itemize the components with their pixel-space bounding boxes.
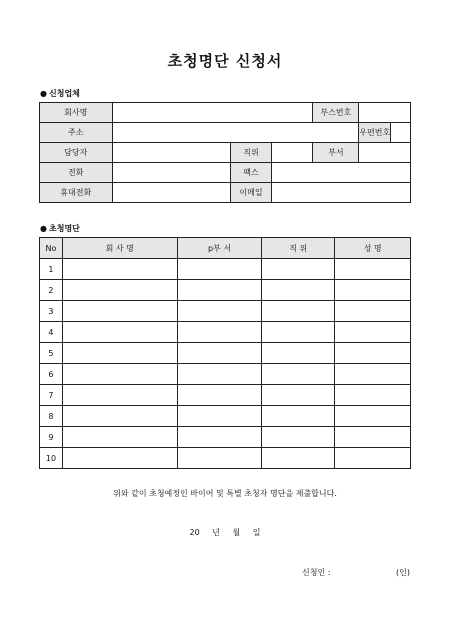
mobile-label: 휴대전화 xyxy=(40,183,113,203)
invitee-department-field[interactable] xyxy=(177,322,262,343)
invitee-department-field[interactable] xyxy=(177,427,262,448)
invitee-company-field[interactable] xyxy=(62,301,177,322)
seal-label: (인) xyxy=(396,568,410,577)
row-number: 10 xyxy=(40,448,63,469)
document-title: 초청명단 신청서 xyxy=(167,52,283,70)
table-row xyxy=(40,322,411,343)
date-line xyxy=(0,527,450,538)
invitee-department-field[interactable] xyxy=(177,448,262,469)
table-row xyxy=(40,343,411,364)
fax-label: 팩스 xyxy=(231,163,272,183)
invitee-department-field[interactable] xyxy=(177,280,262,301)
row-number: 3 xyxy=(40,301,63,322)
table-row xyxy=(40,406,411,427)
manager-field[interactable] xyxy=(112,143,231,163)
position-label: 직위 xyxy=(231,143,272,163)
invitee-department-field[interactable] xyxy=(177,385,262,406)
invitee-company-field[interactable] xyxy=(62,322,177,343)
table-row xyxy=(40,364,411,385)
invitee-name-field[interactable] xyxy=(335,406,411,427)
manager-label: 담당자 xyxy=(40,143,113,163)
section-label-invitees: ● 초청명단 xyxy=(40,224,80,233)
invitee-position-field[interactable] xyxy=(262,343,335,364)
table-row xyxy=(40,280,411,301)
column-header-no: No xyxy=(40,238,63,259)
invitee-position-field[interactable] xyxy=(262,385,335,406)
booth-number-label: 부스번호 xyxy=(313,103,359,123)
submission-statement: 위와 같이 초청예정인 바이어 및 특별 초청자 명단을 제출합니다. xyxy=(113,489,337,498)
column-header-department: p부 서 xyxy=(177,238,262,259)
row-number: 2 xyxy=(40,280,63,301)
invitee-name-field[interactable] xyxy=(335,322,411,343)
row-number: 1 xyxy=(40,259,63,280)
year-prefix: 20 xyxy=(189,528,200,537)
invitee-name-field[interactable] xyxy=(335,364,411,385)
invitee-company-field[interactable] xyxy=(62,427,177,448)
row-number: 4 xyxy=(40,322,63,343)
mobile-field[interactable] xyxy=(112,183,231,203)
row-number: 6 xyxy=(40,364,63,385)
invitee-position-field[interactable] xyxy=(262,259,335,280)
invitee-table xyxy=(39,237,411,469)
phone-field[interactable] xyxy=(112,163,231,183)
department-field[interactable] xyxy=(359,143,411,163)
table-row xyxy=(40,259,411,280)
invitee-name-field[interactable] xyxy=(335,448,411,469)
invitee-company-field[interactable] xyxy=(62,364,177,385)
invitee-position-field[interactable] xyxy=(262,364,335,385)
department-label: 부서 xyxy=(313,143,359,163)
fax-field[interactable] xyxy=(271,163,410,183)
day-label: 일 xyxy=(252,528,261,537)
phone-label: 전화 xyxy=(40,163,113,183)
invitee-department-field[interactable] xyxy=(177,343,262,364)
invitee-department-field[interactable] xyxy=(177,406,262,427)
email-label: 이메일 xyxy=(231,183,272,203)
month-label: 월 xyxy=(232,528,241,537)
column-header-position: 직 위 xyxy=(262,238,335,259)
row-number: 7 xyxy=(40,385,63,406)
table-row xyxy=(40,448,411,469)
invitee-company-field[interactable] xyxy=(62,280,177,301)
company-name-label: 회사명 xyxy=(40,103,113,123)
applicant-label: 신청인 : xyxy=(302,568,331,577)
row-number: 5 xyxy=(40,343,63,364)
invitee-position-field[interactable] xyxy=(262,280,335,301)
booth-number-field[interactable] xyxy=(359,103,411,123)
invitee-department-field[interactable] xyxy=(177,364,262,385)
invitee-position-field[interactable] xyxy=(262,301,335,322)
invitee-position-field[interactable] xyxy=(262,406,335,427)
row-number: 9 xyxy=(40,427,63,448)
year-label: 년 xyxy=(212,528,220,537)
invitee-company-field[interactable] xyxy=(62,259,177,280)
position-field[interactable] xyxy=(271,143,313,163)
invitee-position-field[interactable] xyxy=(262,448,335,469)
bullet-icon: ● xyxy=(40,89,47,98)
section-label-company: ● 신청업체 xyxy=(40,89,80,98)
invitee-company-field[interactable] xyxy=(62,385,177,406)
bullet-icon: ● xyxy=(40,224,47,233)
invitee-position-field[interactable] xyxy=(262,427,335,448)
invitee-company-field[interactable] xyxy=(62,406,177,427)
invitee-name-field[interactable] xyxy=(335,343,411,364)
invitee-name-field[interactable] xyxy=(335,385,411,406)
email-field[interactable] xyxy=(271,183,410,203)
column-header-name: 성 명 xyxy=(335,238,411,259)
invitee-name-field[interactable] xyxy=(335,427,411,448)
company-name-field[interactable] xyxy=(112,103,313,123)
invitee-name-field[interactable] xyxy=(335,280,411,301)
table-row xyxy=(40,385,411,406)
address-label: 주소 xyxy=(40,123,113,143)
postal-code-label: 우편번호 xyxy=(359,123,391,143)
invitee-name-field[interactable] xyxy=(335,259,411,280)
postal-code-field[interactable] xyxy=(391,123,411,143)
invitee-department-field[interactable] xyxy=(177,259,262,280)
table-row xyxy=(40,427,411,448)
invitee-name-field[interactable] xyxy=(335,301,411,322)
invitee-department-field[interactable] xyxy=(177,301,262,322)
invitee-company-field[interactable] xyxy=(62,448,177,469)
table-row xyxy=(40,301,411,322)
column-header-company: 회 사 명 xyxy=(62,238,177,259)
invitee-company-field[interactable] xyxy=(62,343,177,364)
invitee-position-field[interactable] xyxy=(262,322,335,343)
address-field[interactable] xyxy=(112,123,359,143)
row-number: 8 xyxy=(40,406,63,427)
company-info-table xyxy=(39,102,411,203)
